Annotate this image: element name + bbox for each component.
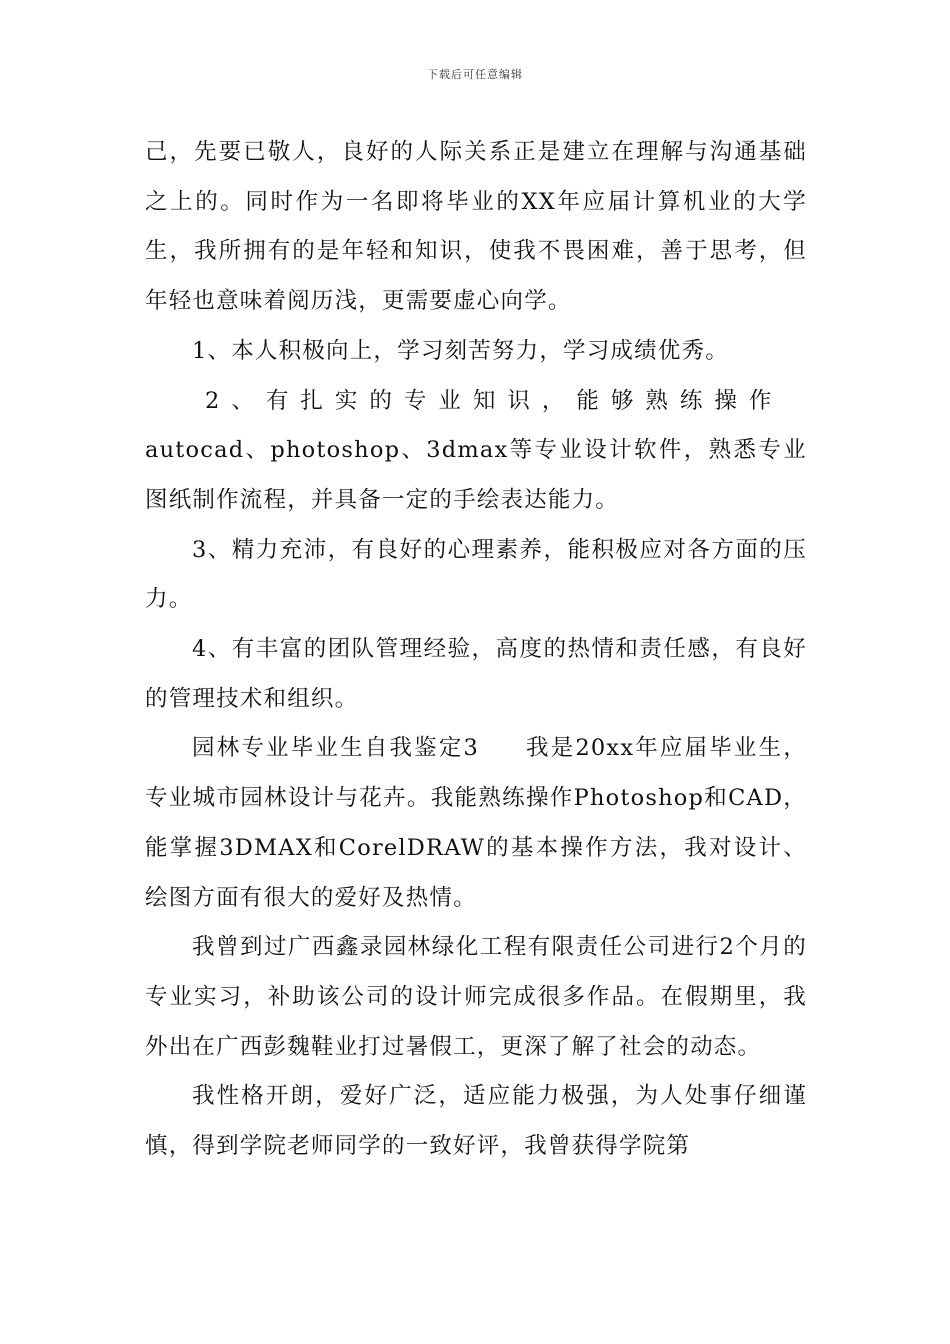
paragraph-section-3 — [145, 724, 807, 923]
paragraph-point-2-continuation: autocad、photoshop、3dmax等专业设计软件，熟悉专业图纸制作流程，并具备一定的手绘表达能力。 — [145, 437, 807, 513]
page-header: 下载后可任意编辑 — [427, 68, 523, 81]
paragraph-internship: 我曾到过广西鑫录园林绿化工程有限责任公司进行2个月的专业实习，补助该公司的设计师完成很多作品。在假期里，我外出在广西彭魏鞋业打过暑假工，更深了解了社会的动态。 — [145, 934, 807, 1060]
section-text: 我是20xx年应届毕业生，专业城市园林设计与花卉。我能熟练操作Photoshop和CAD，能掌握3DMAX和CorelDRAW的基本操作方法，我对设计、绘图方面有很大的爱好及热情。 — [145, 735, 807, 911]
paragraph-point-2-first-line: 2、有扎实的专业知识，能够熟练操作 — [205, 387, 784, 414]
paragraph-intro-continuation: 己，先要已敬人，良好的人际关系正是建立在理解与沟通基础之上的。同时作为一名即将毕业的XX年应届计算机业的大学生，我所拥有的是年轻和知识，使我不畏困难，善于思考，但年轻也意味着阅历浅，更需要虚心向学。 — [145, 139, 807, 315]
document-body — [145, 128, 807, 1172]
paragraph-point-3: 3、精力充沛，有良好的心理素养，能积极应对各方面的压力。 — [145, 536, 807, 613]
paragraph-point-1: 1、本人积极向上，学习刻苦努力，学习成绩优秀。 — [192, 337, 729, 364]
paragraph-personality: 我性格开朗，爱好广泛，适应能力极强，为人处事仔细谨慎，得到学院老师同学的一致好评，我曾获得学院第 — [145, 1083, 807, 1160]
section-title: 园林专业毕业生自我鉴定3 — [192, 735, 480, 762]
paragraph-point-4: 4、有丰富的团队管理经验，高度的热情和责任感，有良好的管理技术和组织。 — [145, 636, 807, 712]
